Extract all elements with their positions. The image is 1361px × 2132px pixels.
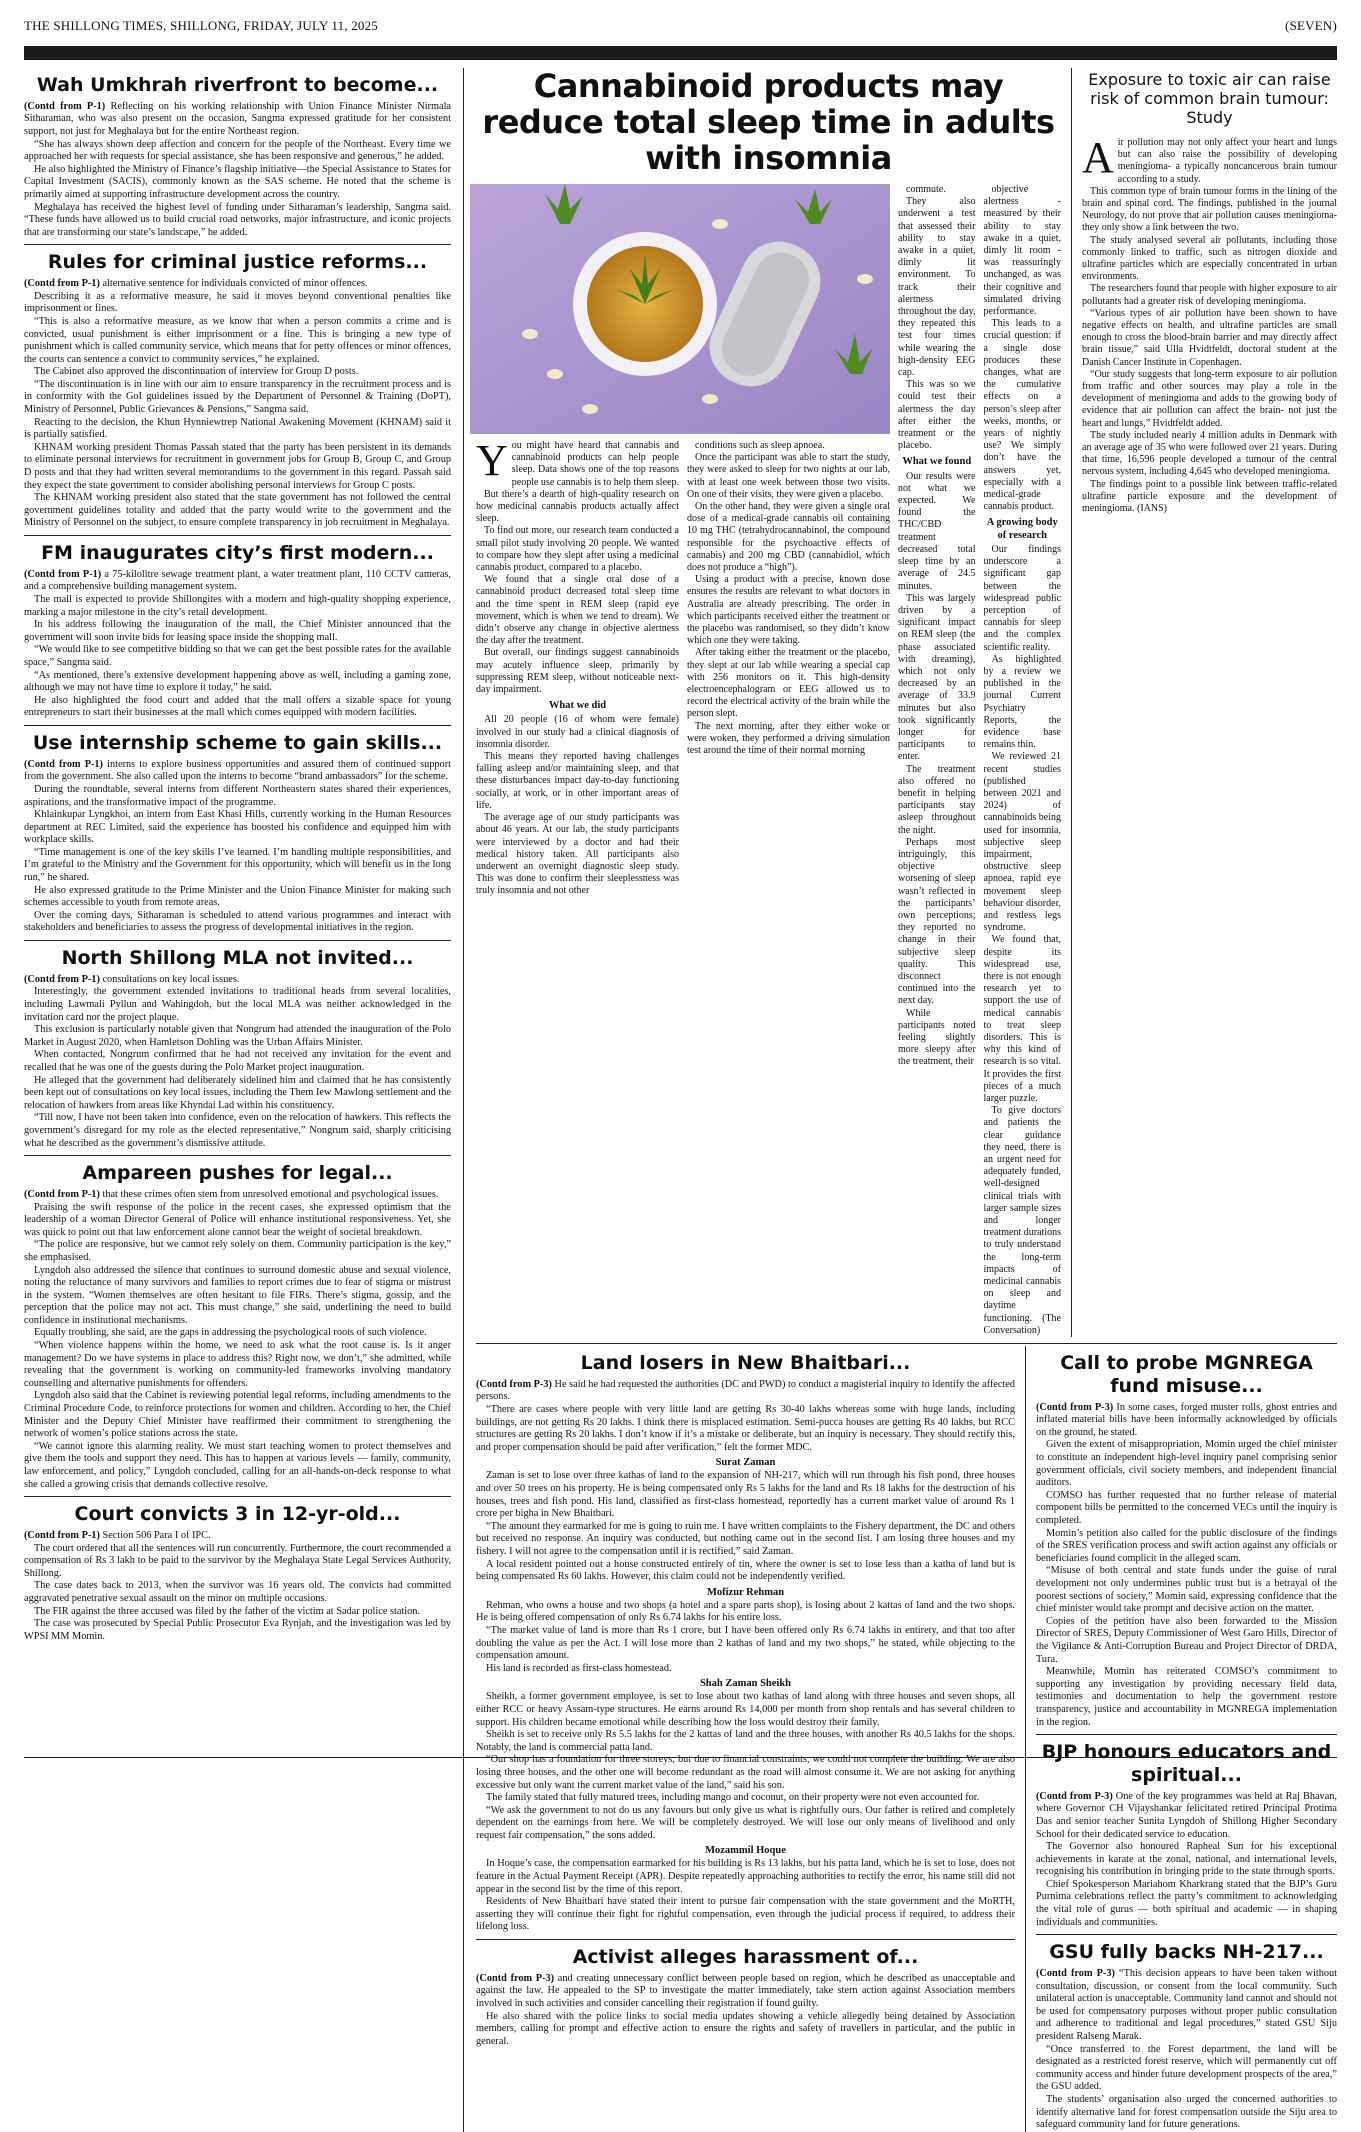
left-column: [24, 68, 464, 2132]
bjp-headline: BJP honours educators and spiritual...: [1041, 1741, 1332, 1786]
paragraph-text: and creating unnecessary conflict between people based on region, which he described as unacceptable and against the law. He appealed to the SP to investigate the matter immediately, take stern action against Association members involved in such activities and consider cancelling their registration if found guilty.: [476, 1972, 1015, 2010]
paragraph: When contacted, Nongrum confirmed that he had not received any invitation for the event and recalled that he was one of the guests during the Polo Market project inauguration.: [24, 1049, 451, 1073]
paragraph: His land is recorded as first-class homestead.: [486, 1662, 672, 1674]
paragraph: He also highlighted the Ministry of Finance’s flagship initiative—the Special Assistance to States for Capital Investment (SACIS), commonly known as the SAS scheme. He noted that the scheme is primarily aimed at supporting infrastructure development across the country.: [24, 163, 451, 200]
paragraph: This common type of brain tumour forms in the lining of the brain and spinal cord. The findings, published in the journal Neurology, do not prove that air pollution causes meningioma- they only show a link between the two.: [1082, 185, 1337, 234]
paragraph: “The market value of land is more than Rs 1 crore, but I have been offered only Rs 6.74 lakhs in entirety, and that too after doubling the value as per the Act. I will lose more than 2 kathas of land and my two shops,” he stated, while objecting to the compensation amount.: [476, 1624, 1015, 1662]
paragraph: “There are cases where people with very little land are getting Rs 30-40 lakhs whereas some with huge lands, including buildings, are not getting Rs 20 lakhs. I think there is misplaced estimation. Semi-pucca houses are getting Rs 40 lakhs, but RCC structures are getting Rs 20 lakhs. I don’t know if it’s a mistake or deliberate, but an inquiry is necessary. They should rectify this, and proper compensation should be paid after verification,” felt the former MDC.: [476, 1404, 1015, 1453]
paragraph: Lyngdoh also addressed the silence that continues to surround domestic abuse and sexual violence, noting the reluctance of many survivors and families to report crimes due to fear of stigma or mistrust in the system. “Women themselves are often hesitant to file FIRs. There’s stigma, gossip, and the perception that the police may not act. This must change,” she said, underlining the need to build confidence in institutional mechanisms.: [24, 1264, 451, 1326]
paragraph: To give doctors and patients the clear guidance they need, there is an urgent need for adequately funded, well-designed clinical trials with larger sample sizes and longer treatment durations to truly understand the long-term impacts of medicinal cannabis on sleep and daytime functioning. (The Conversation): [983, 1105, 1061, 1336]
toxic-air-headline: Exposure to toxic air can raise risk of common brain tumour: Study: [1088, 70, 1331, 127]
paragraph: ir pollution may not only affect your heart and lungs but can also raise the possibility of developing meningioma- a typically noncancerous brain tumour according to a study.: [1117, 137, 1337, 185]
paragraph: The researchers found that people with higher exposure to air pollutants had a greater risk of developing meningioma.: [1082, 283, 1337, 307]
paragraph: The next morning, after they either woke or were woken, they performed a driving simulation test around the time of their normal morning: [687, 720, 890, 757]
left-article-2-headline: FM inaugurates city’s first modern...: [41, 542, 434, 564]
article-body: [476, 1600, 1015, 1676]
person-subhead: Mofizur Rehman: [706, 1586, 785, 1598]
contd-label: (Contd from P-3): [1036, 1401, 1114, 1413]
left-article-6-headline: Court convicts 3 in 12-yr-old...: [74, 1503, 401, 1526]
paragraph: Sheikh, a former government employee, is set to lose about two kathas of land along with three houses and seven shops, all either RCC or heavy Assam-type structures. He earns around Rs 14,000 per month from shop rentals and has several children to support. His children became emotional while describing how the loss would destroy their family.: [476, 1691, 1015, 1728]
paragraph: COMSO has further requested that no further release of material component bills be permitted to the concerned VECs until the inquiry is completed.: [1036, 1489, 1337, 1527]
article-body: [476, 1470, 1015, 1583]
paragraph: While participants noted feeling slightly more sleepy after the treatment, their: [898, 1007, 976, 1068]
left-article-0-headline: Wah Umkhrah riverfront to become...: [36, 74, 439, 96]
person-subhead: Shah Zaman Sheikh: [699, 1678, 792, 1690]
paragraph: [476, 1973, 1015, 2011]
cannabis-col-3: [898, 184, 976, 1337]
paragraph: Momin’s petition also called for the public disclosure of the findings of the SRES verification process and swift action against any officials or beneficiaries found complicit in the alleged scam.: [1036, 1527, 1337, 1564]
paragraph: “Various types of air pollution have been shown to have negative effects on health, and ultrafine particles are small enough to cross the blood-brain barrier and may directly affect brain tissue,” said Ulla Hvidtfeldt, doctoral student at the Danish Cancer Institute in Copenhagen.: [1082, 307, 1337, 368]
paragraph: Our results were not what we expected. We found the THC/CBD treatment decreased total sleep time by an average of 24.5 minutes.: [898, 470, 976, 592]
paragraph: Using a product with a precise, known dose ensures the results are relevant to what doctors in Australia are already prescribing. The order in which participants received either the treatment or the placebo was randomised, so they didn’t know which one they were taking.: [687, 574, 890, 647]
article-body: [24, 278, 451, 530]
paragraph: We reviewed 21 recent studies (published between 2021 and 2024) of cannabinoids being used for insomnia, subjective sleep impairment, obstructive sleep apnoea, rapid eye movement sleep behaviour disorder, and restless legs syndrome.: [983, 751, 1061, 934]
cannabis-article: [476, 68, 1072, 1337]
article-body: [476, 1858, 1015, 1934]
subhead-growing-body: A growing body of research: [986, 517, 1058, 541]
contd-label: (Contd from P-1): [24, 973, 100, 985]
paragraph-text: a 75-kilolitre sewage treatment plant, a water treatment plant, 110 CCTV cameras, and a comprehensive building management system.: [24, 568, 452, 593]
paragraph: In Hoque’s case, the compensation earmarked for his building is Rs 13 lakhs, but his patta land, which he is set to lose, does not feature in the Actual Payment Receipt (APR). Despite repeatedly approaching authorities to rectify the error, his name still did not appear in the second list by the time of this report.: [476, 1858, 1015, 1895]
paragraph: This was so we could test their alertness the day after either the treatment or the placebo.: [898, 379, 976, 452]
divider: [24, 1155, 451, 1156]
cannabis-photo: [470, 184, 890, 434]
article-body: [1036, 1968, 1337, 2132]
paragraph: Interestingly, the government extended invitations to traditional heads from several localities, including Lawmali Pyllun and Wahingdoh, but the local MLA was neither acknowledged in the invitation card nor the project plaque.: [24, 986, 451, 1023]
footer-rule: [24, 1757, 1337, 1758]
person-subhead: Surat Zaman: [715, 1457, 776, 1469]
activist-headline: Activist alleges harassment of...: [572, 1946, 919, 1969]
paragraph: The average age of our study participants was about 46 years. At our lab, the study participants were interviewed by a doctor and had their medical history taken. All participants also underwent an overnight diagnostic sleep study. This was done to confirm their sleeplessness was truly insomnia and not other: [476, 812, 679, 897]
paragraph: Rehman, who owns a house and two shops (a hotel and a spare parts shop), is losing about 2 kattas of land and the two shops. He is being offered compensation of only Rs 6.74 lakhs for his entire loss.: [476, 1599, 1015, 1624]
paragraph-text: alternative sentence for individuals convicted of minor offences.: [102, 278, 368, 290]
paragraph: He also shared with the police links to social media updates showing a vehicle allegedly being detained by Association members, calling for prompt and effective action to ensure the rights and safety of travellers in particular, and the public in general.: [476, 2010, 1015, 2047]
paragraph-text: that these crimes often stem from unresolved emotional and psychological issues.: [102, 1188, 439, 1200]
article-body: [1036, 1402, 1337, 1729]
paragraph: Equally troubling, she said, are the gaps in addressing the psychological roots of such violence.: [34, 1327, 427, 1339]
paragraph: “The police are responsive, but we cannot rely solely on them. Community participation is the key,” she emphasised.: [24, 1239, 451, 1263]
paragraph: “Till now, I have not been taken into confidence, even on the relocation of hawkers. This reflects the government’s disregard for my role as the elected representative,” Nongrum said, sharply criticising what he described as the government’s dismissive attitude.: [24, 1112, 451, 1149]
masthead: [24, 18, 1337, 36]
paragraph: “We cannot ignore this alarming reality. We must start teaching women to protect themselves and give them the tools and support they need. This has to happen at various levels — family, community, law enforcement, and policy,” Lyngdoh concluded, calling for an all-hands-on-deck response to what she called a growing crisis that demands collective resolve.: [24, 1440, 451, 1490]
paragraph: On the other hand, they were given a single oral dose of a medical-grade cannabis oil containing 10 mg THC (tetrahydrocannabinol, the compound responsible for the psychoactive effects of cannabis) and 200 mg CBD (cannabidiol, which does not produce a “high”).: [687, 501, 890, 574]
paragraph: A local resident pointed out a house constructed entirely of tin, where the owner is set to lose less than a katha of land but is being compensated Rs 60 lakhs. However, this claim could not be independently verified.: [476, 1558, 1015, 1583]
paragraph: Given the extent of misappropriation, Momin urged the chief minister to constitute an independent high-level inquiry panel comprising senior government officials, civil society members, and independent financial auditors.: [1036, 1439, 1337, 1489]
paragraph: The case dates back to 2013, when the survivor was 16 years old. The convicts had committed aggravated penetrative sexual assault on the minor on multiple occasions.: [24, 1580, 451, 1604]
paragraph: The case was prosecuted by Special Public Prosecutor Eva Rynjah, and the investigation was led by WPSI MM Momin.: [24, 1618, 451, 1642]
paragraph: Describing it as a reformative measure, he said it moves beyond conventional penalties like imprisonment or fines.: [24, 290, 451, 315]
contd-label: (Contd from P-1): [24, 1529, 100, 1541]
paragraph-text: One of the key programmes was held at Raj Bhavan, where Governor CH Vijayshankar felicitated retired Principal Protima Das and senior teacher Sunita Lyngdoh of Shillong Higher Secondary School for their dedicated service to education.: [1036, 1790, 1337, 1840]
left-article-5-headline: Ampareen pushes for legal...: [82, 1162, 393, 1185]
paragraph: He also expressed gratitude to the Prime Minister and the Union Finance Minister for making such schemes accessible to youth from remote areas.: [24, 884, 451, 909]
subhead-what-we-did: What we did: [548, 700, 607, 712]
paragraph: “When violence happens within the home, we need to ask what the root cause is. Is it anger management? Do we have systems in place to address this? Right now, we don’t,” she admitted, while revealing that the government is working on community-led frameworks involving mandatory counselling and alternative punishments for offenders.: [24, 1340, 451, 1389]
divider: [24, 725, 451, 726]
paragraph: ou might have heard that cannabis and cannabinoid products can help people sleep. Data shows one of the top reasons people use cannabis is to help them sleep.: [511, 440, 679, 488]
divider: [24, 535, 451, 536]
header-black-bar: [24, 46, 1337, 60]
paragraph: During the roundtable, several interns from different Northeastern states shared their experiences, aspirations, and the transformative impact of the programme.: [24, 783, 451, 808]
paragraph: “Time management is one of the key skills I’ve learned. I’m handling multiple responsibilities, and I’m grateful to the Ministry and the Government for this opportunity, which will benefit us in the long run,” he shared.: [24, 846, 451, 884]
paragraph: [1036, 1791, 1337, 1841]
paragraph: Praising the swift response of the police in the recent cases, she expressed optimism that the leadership of a woman Director General of Police will enhance institutional responsiveness. Yet, she was quick to point out that law enforcement alone cannot bear the weight of societal breakdown.: [24, 1201, 451, 1238]
cannabis-col-1-wrap: [476, 184, 890, 1337]
paragraph: The findings point to a possible link between traffic-related ultrafine particle exposure and the development of meningioma. (IANS): [1082, 478, 1337, 515]
paragraph: [24, 278, 451, 291]
paragraph: The mall is expected to provide Shillongites with a modern and high-quality shopping experience, marking a major milestone in the city’s retail development.: [24, 593, 451, 618]
paragraph: Over the coming days, Sitharaman is scheduled to attend various programmes and interact with stakeholders and beneficiaries to assess the progress of developmental initiatives in the region.: [24, 909, 451, 934]
gsu-headline: GSU fully backs NH-217...: [1049, 1941, 1324, 1964]
paragraph: [24, 759, 451, 784]
paragraph: “Our study suggests that long-term exposure to air pollution from traffic and other sources may play a role in the development of meningioma and adds to the growing body of evidence that air pollution can affect the brain- not just the heart and lungs,” Hvidtfeldt added.: [1082, 368, 1337, 429]
contd-label: (Contd from P-1): [24, 568, 102, 580]
article-body: [476, 1973, 1015, 2049]
paragraph: [24, 569, 451, 594]
article-body: [24, 759, 451, 935]
contd-label: (Contd from P-1): [24, 758, 103, 770]
paragraph: “This is also a reformative measure, as we know that when a person commits a crime and is convicted, usual punishment is either imprisonment or a fine. This is bringing a new type of punishment which is called community service, which means that for petty offences or minor offences, the courts can sentence a convict to community services,” he explained.: [24, 315, 451, 365]
paragraph: They also underwent a test that assessed their ability to stay awake in a quiet, dimly lit environment. To track their alertness throughout the day, they repeated this test four times while wearing the high-density EEG cap.: [898, 196, 976, 379]
paragraph: Meanwhile, Momin has reiterated COMSO’s commitment to supporting any investigation by providing necessary field data, testimonies and documentation to help the government restore transparency, justice and accountability in MGNREGA implementation in the region.: [1036, 1666, 1337, 1728]
masthead-date: THE SHILLONG TIMES, SHILLONG, FRIDAY, JULY 11, 2025: [24, 18, 379, 33]
cannabis-col-1: [476, 436, 679, 898]
paragraph: This exclusion is particularly notable given that Nongrum had attended the inauguration of the Polo Market in August 2020, when Hamletson Dohling was the Urban Affairs Minister.: [24, 1024, 451, 1048]
subhead-what-we-found: What we found: [902, 456, 972, 468]
paragraph: After taking either the treatment or the placebo, they slept at our lab while wearing a special cap with 256 monitors on it. This high-density electroencephalogram or EEG allowed us to record the electrical activity of the brain while the person slept.: [687, 647, 890, 720]
left-article-1-headline: Rules for criminal justice reforms...: [47, 251, 428, 274]
paragraph: [1036, 1968, 1337, 2044]
article-body: [24, 1189, 451, 1491]
paragraph: The court ordered that all the sentences will run concurrently. Furthermore, the court recommended a compensation of Rs 3 lakh to be paid to the survivor by the Meghalaya State Legal Services Authority, Shillong.: [24, 1542, 451, 1579]
toxic-air-article: [1072, 68, 1337, 1337]
paragraph: Lyngdoh also said that the Cabinet is reviewing potential legal reforms, including amendments to the Criminal Procedure Code, to reinforce protections for women and children. According to her, the Chief Minister and the Deputy Chief Minister have reaffirmed their commitment to strengthening the network of women’s police stations across the state.: [24, 1390, 451, 1440]
paragraph-text: He said he had requested the authorities (DC and PWD) to conduct a magisterial inquiry to identify the affected persons.: [476, 1378, 1015, 1403]
paragraph: Our findings underscore a significant gap between the widespread public perception of cannabis for sleep and the complex scientific reality.: [983, 543, 1061, 653]
paragraph: objective alertness - measured by their ability to stay awake in a quiet, dimly lit room - was reassuringly unchanged, as was their cognitive and simulated driving performance.: [983, 184, 1061, 318]
paragraph: The study analysed several air pollutants, including those commonly linked to traffic, such as nitrogen dioxide and ultrafine particles which are especially concentrated in urban environments.: [1082, 234, 1337, 283]
paragraph: The Cabinet also approved the discontinuation of interview for Group D posts.: [34, 366, 359, 378]
paragraph: [24, 974, 451, 987]
contd-label: (Contd from P-1): [24, 1188, 100, 1200]
mgnrega-headline: Call to probe MGNREGA fund misuse...: [1060, 1352, 1313, 1397]
cannabis-col-2: [687, 440, 890, 898]
cannabis-col-4: [984, 184, 1062, 1337]
paragraph: Meghalaya has received the highest level of funding under Sitharaman’s leadership, Sangma said. “These funds have allowed us to build crucial road networks, major infrastructure, and iconic projects that are transforming our state’s landscape,” he added.: [24, 201, 451, 238]
paragraph: “Our shop has a foundation for three storeys, but due to financial constraints, we could not complete the building. We are also losing three houses, and the other one will become redundant as the road will almost consume it. We are not asking for anything excessive but only want the current market value of the land,” said his son.: [476, 1754, 1015, 1791]
paragraph: “Misuse of both central and state funds under the guise of rural development not only undermines public trust but is a betrayal of the poorest sections of society,” Momin said, expressing confidence that the chief minister would take prompt and decisive action on the matter.: [1036, 1565, 1337, 1615]
paragraph: As highlighted by a review we published in the journal Current Psychiatry Reports, the evidence base remains thin.: [983, 653, 1061, 751]
paragraph: “Once transferred to the Forest department, the land will be designated as a restricted forest reserve, which will permanently cut off community access and hinder future development prospects of the area,” the GSU added.: [1036, 2043, 1337, 2093]
paragraph: [24, 1189, 451, 1202]
paragraph: “As mentioned, there’s extensive development happening above as well, including a gaming zone, although we may not have time to explore it today,” he said.: [24, 669, 451, 694]
contd-label: (Contd from P-3): [476, 1378, 552, 1390]
cannabis-headline: Cannabinoid products may reduce total sleep time in adults with insomnia: [482, 67, 1055, 177]
paragraph: He alleged that the government had deliberately sidelined him and claimed that he has consistently been kept out of consultations on key local issues, including the Them Iew Mawlong settlement and the relocation of hawkers from areas like Khyndai Lad within his constituency.: [24, 1074, 451, 1111]
paragraph: “We ask the government to not do us any favours but only give us what is rightfully ours. Our father is retired and completely dependent on the earnings from here. We will be completely destroyed. We will lose our only means of livelihood and only request fair compensation,” the sons added.: [476, 1804, 1015, 1841]
paragraph: He also highlighted the food court and added that the mall offers a sizable space for young entrepreneurs to start their businesses at the mall which comes equipped with modern facilities.: [24, 694, 451, 719]
article-body: [476, 1379, 1015, 1455]
contd-label: (Contd from P-1): [24, 100, 106, 112]
article-body: [24, 974, 451, 1150]
paragraph: KHNAM working president Thomas Passah stated that the party has been persistent in its demands to eliminate personal interviews for recruitment in government jobs for Group B, Group C, and Group D posts and that they had written several memorandums to the government in this regard. Passah said they expect the state government to consider abolishing personal interviews for Group C posts.: [24, 441, 451, 491]
right-section: [464, 68, 1337, 2132]
paragraph: The study included nearly 4 million adults in Denmark with an average age of 35 who were followed over 21 years. During that time, 16,596 people developed a tumour of the central nervous system, including 4,645 who developed meningioma.: [1082, 429, 1337, 478]
paragraph: This was largely driven by a significant impact on REM sleep (the phase associated with dreaming), which not only decreased by an average of 33.9 minutes but also took significantly longer for participants to enter.: [898, 592, 976, 763]
paragraph: Perhaps most intriguingly, this objective worsening of sleep wasn’t reflected in the participants’ own perceptions; they reported no change in their subjective sleep quality. This disconnect continued into the next day.: [898, 836, 976, 1007]
paragraph: The KHNAM working president also stated that the state government has not followed the central government guidelines totality and added that the party would write to the government and the Ministry of Personnel on the subject, to ensure complete transparency in job recruitment in Meghalaya.: [24, 492, 451, 529]
paragraph-text: consultations on key local issues.: [102, 973, 240, 985]
paragraph-text: In some cases, forged muster rolls, ghost entries and inflated material bills have been informally acknowledged by officials on the ground, he stated.: [1036, 1401, 1337, 1438]
paragraph: To find out more, our research team conducted a small pilot study involving 20 people. We wanted to compare how they slept after using a medicinal cannabis product, compared to a placebo.: [476, 525, 679, 574]
contd-label: (Contd from P-3): [1036, 1790, 1113, 1802]
paragraph: We found that a single oral dose of a cannabinoid product decreased total sleep time and the time spent in REM sleep (rapid eye movement, which is when we tend to dream). We didn’t observe any change in objective alertness the day after the treatment.: [476, 574, 679, 647]
paragraph: Copies of the petition have also been forwarded to the Mission Director of SRES, Deputy Commissioner of West Garo Hills, Director of the Vigilance & Anti-Corruption Bureau and Project Director of DRDA, Tura.: [1036, 1615, 1337, 1665]
paragraph: Once the participant was able to start the study, they were asked to sleep for two nights at our lab, with at least one week between those two visits. On one of their visits, they were given a placebo.: [687, 452, 890, 500]
paragraph-text: interns to explore business opportunities and assured them of continued support from the government. She also called upon the interns to become “brand ambassadors” for the scheme.: [24, 758, 451, 783]
divider: [24, 940, 451, 941]
paragraph: [24, 101, 451, 139]
paragraph-text: Reflecting on his working relationship with Union Finance Minister Nirmala Sitharaman, who was also present on the occasion, Sangma expressed gratitude for her consistent support, not just for Meghalaya but for the entire Northeast region.: [24, 100, 452, 137]
right-bottom-column: [1026, 1346, 1337, 2132]
divider: [24, 244, 451, 245]
paragraph: The treatment also offered no benefit in helping participants stay asleep throughout the night.: [898, 763, 976, 836]
article-body: [476, 1691, 1015, 1842]
paragraph: [1036, 1402, 1337, 1440]
paragraph: The Governor also honoured Rapheal Sun for his exceptional achievements in karate at the zonal, national, and international levels, recognising his contribution in bringing pride to the state through sports.: [1036, 1841, 1337, 1878]
cannabis-dropcap: Y: [476, 436, 508, 485]
contd-label: (Contd from P-3): [476, 1972, 555, 1984]
paragraph: The FIR against the three accused was filed by the father of the victim at Sadar police station.: [34, 1605, 421, 1617]
person-subhead: Mozammil Hoque: [705, 1845, 786, 1857]
paragraph: This means they reported having challenges falling asleep and/or maintaining sleep, and that these disturbances impact day-to-day functioning socially, at work, or in other important areas of life.: [476, 751, 679, 811]
paragraph-text: “This decision appears to have been taken without consultation, discussion, or consent from the local community. Such unilateral action is unacceptable. Community land cannot and should not be used for compensatory purposes without proper public consultation and adherence to traditional and legal procedures,” stated GSU Siju president Ralseng Marak.: [1036, 1968, 1338, 2043]
paragraph: We found that, despite its widespread use, there is not enough research yet to support the use of medical cannabis to treat sleep disorders. This is why this kind of research is so vital. It provides the first pieces of a much larger puzzle.: [983, 934, 1061, 1105]
paragraph: “She has always shown deep affection and concern for the people of the Northeast. Every time we approached her with requests for special assistance, she has been responsive and generous,” he added.: [24, 138, 451, 163]
paragraph: [476, 1379, 1015, 1404]
toxic-dropcap: A: [1082, 133, 1114, 182]
paragraph: Zaman is set to lose over three kathas of land to the expansion of NH-217, which will run through his fish pond, three houses and over 50 trees on his property. He is being compensated only Rs 5 lakhs for the land and Rs 18 lakhs for the destruction of his houses, trees and fish pond. His land, classified as first-class homestead, reportedly has a current market value of around Rs 1 crore per bigha in New Bhaitbari.: [476, 1470, 1015, 1520]
contd-label: (Contd from P-3): [1036, 1968, 1115, 1980]
paragraph: All 20 people (16 of whom were female) involved in our study had a clinical diagnosis of insomnia disorder.: [476, 714, 679, 750]
paragraph: This leads to a crucial question: if a single dose produces these changes, what are the cumulative effects on a person’s sleep after weeks, months, or years of nightly use? We simply don’t have the answers yet, especially with a medical-grade cannabis product.: [983, 318, 1061, 513]
article-body: [24, 101, 451, 240]
paragraph: “We would like to see competitive bidding so that we can get the best possible rates for the available space,” Sangma said.: [24, 644, 451, 668]
article-body: [1036, 1791, 1337, 1930]
tea-cannabis-sleepmask-image: [470, 184, 890, 434]
left-article-4-headline: North Shillong MLA not invited...: [61, 947, 414, 970]
paragraph: “The discontinuation is in line with our aim to ensure transparency in the recruitment process and is in conformity with the GoI guidelines issued by the Department of Personnel & Training (DoPT), Ministry of Personnel, Public Grievances & Pensions,” Sangma said.: [24, 378, 451, 416]
article-body: [24, 569, 451, 720]
paragraph: Residents of New Bhaitbari have stated their intent to pursue fair compensation with the state government and the MoRTH, asserting they will continue their fight for rightful compensation, even through the judicial process if required, to address their lifelong loss.: [476, 1896, 1015, 1933]
paragraph: Khlainkupar Lyngkhoi, an intern from East Khasi Hills, currently working in the Human Resources department at REC Limited, said the experience has boosted his confidence and equipped him with workplace skills.: [24, 809, 451, 846]
paragraph: commute.: [906, 184, 946, 195]
divider: [24, 1496, 451, 1497]
contd-label: (Contd from P-1): [24, 278, 100, 290]
paragraph: [24, 1530, 451, 1543]
paragraph: The students’ organisation also urged the concerned authorities to identify alternative land for forest compensation outside the Siju area to safeguard community land for future generations.: [1036, 2093, 1337, 2131]
paragraph: But overall, our findings suggest cannabinoids may acutely influence sleep, primarily by suppressing REM sleep, without noticeable next-day impairment.: [476, 647, 679, 696]
paragraph: In his address following the inauguration of the mall, the Chief Minister announced that the government will soon invite bids for leasing space inside the shopping mall.: [24, 619, 451, 643]
article-body: [24, 1530, 451, 1643]
land-losers-column: [476, 1346, 1026, 2132]
paragraph: The family stated that fully matured trees, including mango and coconut, on their property were not even accounted for.: [486, 1792, 980, 1804]
paragraph-text: Section 506 Para I of IPC.: [102, 1529, 211, 1541]
paragraph: Reacting to the decision, the Khun Hynniewtrep National Awakening Movement (KHNAM) said it is partially satisfied.: [24, 416, 451, 441]
paragraph: Chief Spokesperson Mariahom Kharkrang stated that the BJP’s Guru Purnima celebrations reflect the party’s commitment to acknowledging the vital role of gurus — both spiritual and academic — in shaping individuals and communities.: [1036, 1878, 1337, 1928]
left-article-3-headline: Use internship scheme to gain skills...: [32, 731, 443, 754]
paragraph: But there’s a dearth of high-quality research on how medicinal cannabis products actually affect sleep.: [476, 488, 679, 525]
paragraph: “The amount they earmarked for me is going to ruin me. I have written complaints to the Fishery department, the DC and others but received no response. An inquiry was conducted, but nothing came out in the second list. I am losing three houses and my fishery. I will not agree to the compensation until it is rectified,” said Zaman.: [476, 1520, 1015, 1558]
land-losers-headline: Land losers in New Bhaitbari...: [580, 1352, 911, 1375]
paragraph: conditions such as sleep apnoea.: [695, 440, 825, 451]
paragraph: Sheikh is set to receive only Rs 5.5 lakhs for the 2 kattas of land and the three houses, with another Rs 40.5 lakhs for the shops. Notably, the land is commercial patta land.: [476, 1729, 1015, 1753]
page-number: (SEVEN): [1285, 18, 1337, 33]
